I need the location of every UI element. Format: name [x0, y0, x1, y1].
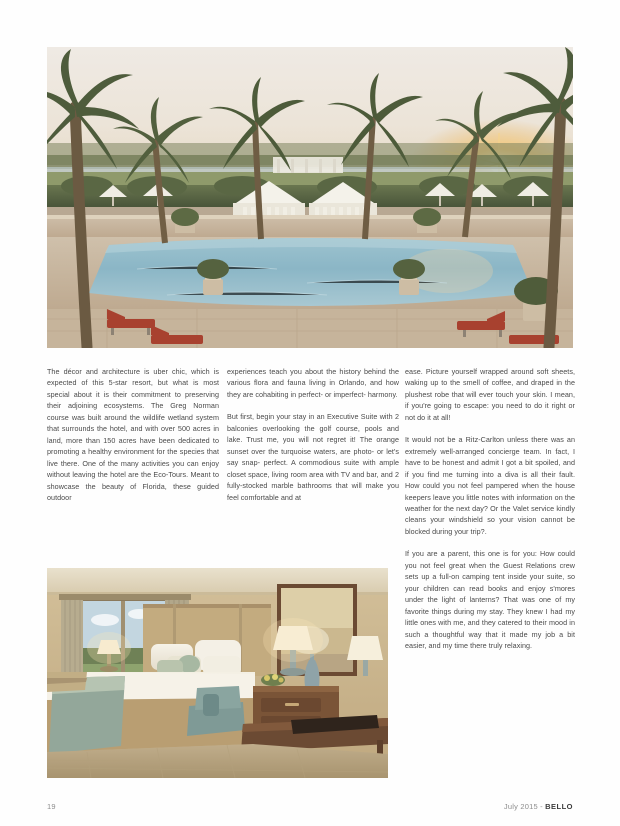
hero-illustration — [47, 47, 573, 348]
bedroom-illustration — [47, 568, 388, 778]
paragraph: The décor and architecture is uber chic, which is expected of this 5-star resort, but what is most special about it is their commitment to preserving their adjoining ecosystems. The Greg Norman course was built around the wildlife wetland system that surrounds the hotel, and with over 500 acres in land, more than 150 acres have been dedicated to promoting a healthy environment for the species that live there. One of the many activities you can enjoy without leaving the hotel are the Eco-Tours. Meant to showcase the beauty of Florida, these guided outdoor — [47, 367, 219, 502]
paragraph: If you are a parent, this one is for you: How could you not feel great when the Guest Relations crew sets up a full-on camping tent inside your suite, so your children can read books and enjoy s'mores under the light of lanterns? That was one of my favorite things during my stay. They knew I had my little ones with me, and they catered to their mood in such a thoughtful way that it made my job a bit easier, and my time there truly relaxing. — [405, 549, 575, 650]
executive-suite-bedroom-photo — [47, 568, 388, 778]
article-column-3 — [405, 366, 575, 651]
paragraph: But first, begin your stay in an Executive Suite with 2 balconies overlooking the golf course, pools and lake. Trust me, you will not regret it! The orange sunset over the turquoise waters, are photo- or let's say snap- perfect. A commodious suite with ample closet space, living room area with TV and bar, and 2 fully-stocked marble bathrooms that will make you feel comfortable and at — [227, 412, 399, 502]
resort-pool-sunset-photo — [47, 47, 573, 348]
page-footer — [47, 799, 573, 813]
article-column-1 — [47, 366, 219, 503]
paragraph: ease. Picture yourself wrapped around soft sheets, waking up to the smell of coffee, and draped in the plushest robe that will ever touch your skin. I mean, if you're going to escape: you need to do it right or not do it at all! — [405, 367, 575, 422]
issue-credit — [504, 802, 573, 811]
issue-date: July 2015 - — [503, 801, 546, 811]
magazine-brand: BELLO — [545, 801, 573, 811]
page-number: 19 — [47, 801, 56, 811]
paragraph: experiences teach you about the history behind the various flora and fauna living in Orlando, and how they are cohabiting in perfect- or imperfect- harmony. — [227, 367, 399, 399]
article-column-2 — [227, 366, 399, 503]
paragraph: It would not be a Ritz-Carlton unless there was an extremely well-arranged concierge team. In fact, I have to be honest and admit I got a bit spoiled, and if you find me turning into a diva is all their fault. How could you not feel pampered when the house keepers leave you little notes with information on the weather for the next day? Or the Valet service kindly cleans your windshield so your vision cannot be blocked during your trip?. — [405, 435, 575, 536]
